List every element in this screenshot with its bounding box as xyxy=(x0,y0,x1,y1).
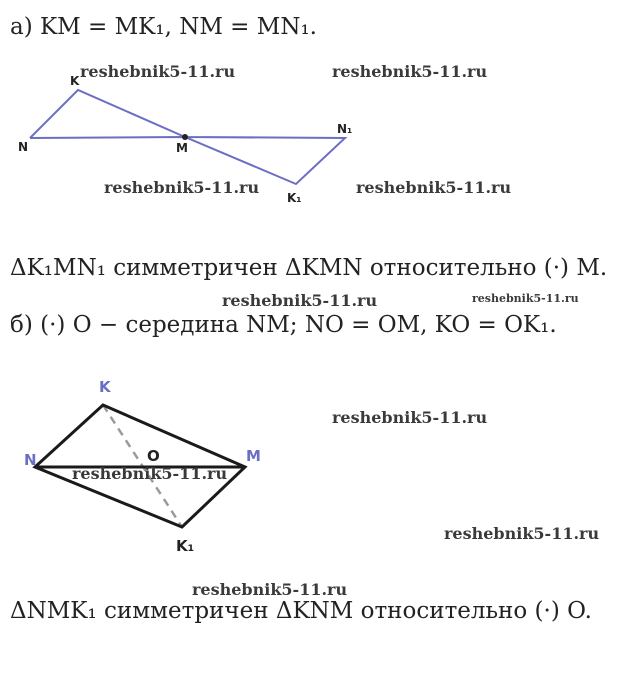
watermark: reshebnik5-11.ru xyxy=(332,408,488,427)
watermark: reshebnik5-11.ru xyxy=(356,178,512,197)
label-o: O xyxy=(147,447,160,465)
watermark: reshebnik5-11.ru xyxy=(332,62,488,81)
label-m: M xyxy=(176,141,188,155)
watermark: reshebnik5-11.ru xyxy=(472,292,579,305)
label-k: K xyxy=(99,378,111,396)
label-k: K xyxy=(70,74,80,88)
label-m: M xyxy=(246,447,261,465)
label-n1: N₁ xyxy=(337,122,353,136)
part-a-conclusion: ΔK₁MN₁ симметричен ΔKMN относительно (·) M. xyxy=(10,255,608,281)
part-a-heading: а) KM = MK₁, NM = MN₁. xyxy=(10,14,317,40)
watermark: reshebnik5-11.ru xyxy=(104,178,260,197)
watermark: reshebnik5-11.ru xyxy=(80,62,236,81)
watermark: reshebnik5-11.ru xyxy=(192,580,348,599)
part-b-conclusion: ΔNMK₁ симметричен ΔKNM относительно (·) O. xyxy=(10,598,592,624)
label-k1: K₁ xyxy=(176,537,195,555)
part-b-heading: б) (·) O − середина NM; NO = OM, KO = OK₁. xyxy=(10,312,557,338)
label-n: N xyxy=(18,140,29,154)
label-n: N xyxy=(24,451,37,469)
watermark: reshebnik5-11.ru xyxy=(72,464,228,483)
watermark: reshebnik5-11.ru xyxy=(222,291,378,310)
label-k1: K₁ xyxy=(287,191,302,205)
watermark: reshebnik5-11.ru xyxy=(444,524,600,543)
